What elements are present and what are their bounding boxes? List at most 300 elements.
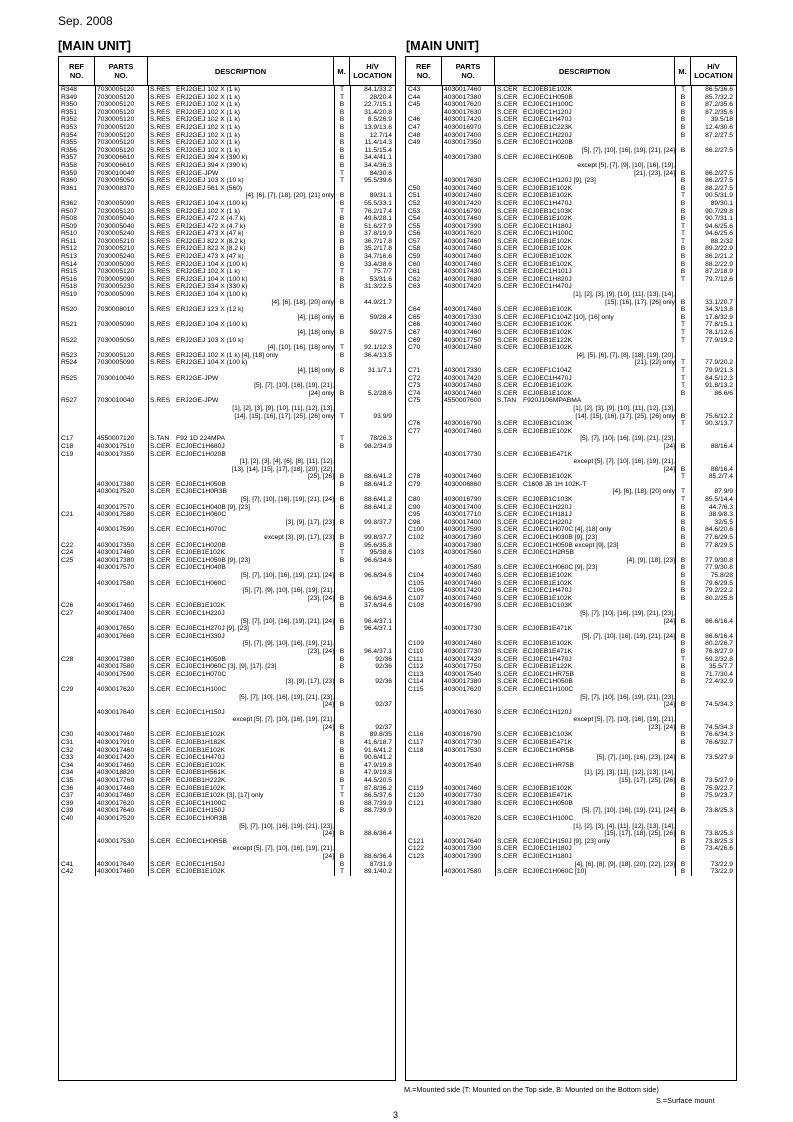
- cell-hv: 49.6/28.1: [364, 215, 392, 223]
- cell-type: S.CER: [150, 807, 171, 815]
- table-row: [59, 253, 395, 261]
- cell-desc: ECJ0EB1E102K: [176, 746, 226, 754]
- cell-desc: ERJ2GEJ 394 X (390 k): [176, 154, 248, 162]
- cell-desc: [4], [6], [18], [20] only: [612, 488, 675, 496]
- cell-parts: 4030017580: [97, 579, 135, 587]
- table-row: [59, 800, 395, 808]
- cell-desc: ECJ0EC1H220J: [523, 503, 572, 511]
- cell-parts: 4030017580: [444, 564, 482, 572]
- cell-hv: 11.5/15.4: [364, 146, 392, 154]
- cell-desc: ECJ0EC1H040B [9], [23]: [176, 503, 250, 511]
- cell-m: B: [339, 283, 345, 291]
- cell-type: S.CER: [497, 511, 518, 519]
- cell-hv: 39.5/18: [710, 116, 733, 124]
- cell-hv: 77.8/29.5: [705, 541, 733, 549]
- cell-type: S.CER: [497, 480, 518, 488]
- cell-type: S.CER: [497, 108, 518, 116]
- cell-hv: 11.4/14.3: [364, 139, 392, 147]
- cell-parts: 4030017540: [444, 670, 482, 678]
- table-row: [406, 268, 736, 276]
- cell-desc: ECJ0EB1E471K: [523, 625, 573, 633]
- cell-ref: C95: [408, 511, 421, 519]
- cell-desc: ECJ0EB1H182K: [176, 739, 226, 747]
- cell-desc: [24]: [663, 617, 675, 625]
- cell-m: [334, 580, 350, 588]
- table-row: [406, 101, 736, 109]
- cell-hv: 90.6/41.2: [364, 754, 392, 762]
- cell-parts: 4030017380: [97, 556, 135, 564]
- table-row: [406, 344, 736, 352]
- cell-ref: R508: [61, 215, 77, 223]
- cell-desc: [148, 428, 334, 436]
- cell-m: B: [339, 351, 345, 359]
- cell-m: B: [339, 366, 345, 374]
- cell-desc: [5], [7], [10], [16], [19], [21], [24]: [241, 496, 334, 504]
- cell-type: S.CER: [150, 632, 171, 640]
- table-row: [406, 208, 736, 216]
- cell-ref: C100: [408, 526, 424, 534]
- cell-m: T: [339, 93, 345, 101]
- cell-hv: 86.2/27.5: [705, 177, 733, 185]
- cell-m: T: [680, 496, 686, 504]
- table-row: [59, 147, 395, 155]
- cell-desc: ECJ0EB1E102K: [523, 245, 573, 253]
- cell-type: S.CER: [150, 769, 171, 777]
- cell-hv: [350, 382, 395, 390]
- cell-ref: C34: [61, 761, 74, 769]
- cell-parts: 4030017420: [444, 116, 482, 124]
- table-row: [406, 739, 736, 747]
- cell-type: S.CER: [497, 253, 518, 261]
- cell-ref: R521: [61, 321, 77, 329]
- cell-type: S.RES: [150, 161, 171, 169]
- cell-hv: 77.9/30.8: [705, 564, 733, 572]
- cell-m: [334, 838, 350, 846]
- table-row: [406, 633, 736, 641]
- cell-type: S.RES: [150, 199, 171, 207]
- cell-m: B: [680, 131, 686, 139]
- cell-m: B: [339, 830, 345, 838]
- cell-desc: except [5], [7], [10], [16], [19], [21],: [573, 458, 675, 466]
- table-row: [406, 451, 736, 459]
- cell-hv: 85.5/14.4: [705, 496, 733, 504]
- cell-parts: 7030005050: [97, 336, 135, 344]
- table-row: [59, 769, 395, 777]
- table-row: [406, 291, 736, 299]
- cell-parts: 4030017420: [444, 587, 482, 595]
- cell-parts: 4550007120: [97, 435, 135, 443]
- cell-desc: ECJ0EC1H050B: [523, 93, 573, 101]
- cell-desc: [148, 420, 334, 428]
- cell-desc: ECJ0EB1E102K: [523, 389, 573, 397]
- cell-hv: 59/27.5: [369, 329, 392, 336]
- cell-m: [334, 337, 350, 345]
- cell-desc: ERJ2GEJ 473 X (47 k): [176, 253, 244, 261]
- cell-type: S.CER: [497, 366, 518, 374]
- cell-m: T: [680, 321, 686, 329]
- cell-desc: ECJ0EC1H040B: [176, 564, 226, 572]
- cell-hv: 71.7/30.4: [705, 670, 733, 678]
- cell-desc: ECJ0EC1H150J [9], [23] only: [523, 837, 610, 845]
- cell-desc: [24]: [663, 701, 675, 709]
- cell-m: T: [680, 275, 686, 283]
- cell-m: B: [339, 761, 345, 769]
- cell-hv: 99.8/37.7: [364, 518, 392, 526]
- cell-hv: [691, 625, 736, 633]
- table-row: [406, 337, 736, 345]
- cell-hv: [350, 526, 395, 534]
- page-number: 3: [393, 1110, 399, 1120]
- cell-hv: [691, 162, 736, 170]
- cell-desc: except [5], [7], [9], [10], [16], [19],: [577, 161, 675, 169]
- table-row: [406, 223, 736, 231]
- cell-desc: [24]: [322, 852, 334, 860]
- cell-m: B: [680, 313, 686, 321]
- cell-desc: ERJ2GEJ 104 X (100 k): [176, 199, 248, 207]
- header-hv-location: H/V LOCATION: [694, 62, 733, 80]
- table-row: [59, 686, 395, 694]
- cell-m: [334, 382, 350, 390]
- table-row: [406, 656, 736, 664]
- table-row: [59, 587, 395, 595]
- cell-m: [334, 815, 350, 823]
- table-row: [59, 618, 395, 626]
- cell-m: T: [680, 237, 686, 245]
- cell-parts: 4030017660: [97, 632, 135, 640]
- cell-hv: [691, 800, 736, 808]
- cell-type: S.RES: [150, 374, 171, 382]
- cell-hv: [350, 580, 395, 588]
- cell-desc: ERJ2GEJ 104 X (100 k): [176, 275, 248, 283]
- cell-hv: 84/30.6: [369, 169, 392, 177]
- table-row: [59, 124, 395, 132]
- cell-parts: 4030017730: [444, 792, 482, 800]
- cell-desc: ERJ2GEJ 102 X (1 k): [176, 116, 240, 124]
- table-row: [59, 185, 395, 193]
- cell-desc: [1], [2], [3], [9], [10], [11], [12], [13],: [232, 404, 334, 412]
- cell-hv: [350, 838, 395, 846]
- cell-type: S.CER: [497, 731, 518, 739]
- cell-desc: ERJ2GEJ 103 X (10 k): [176, 177, 244, 185]
- cell-m: [334, 359, 350, 367]
- cell-m: [675, 625, 691, 633]
- cell-desc: [13], [14], [15], [17], [18], [20], [22],: [231, 465, 334, 473]
- cell-parts: 4030017590: [97, 670, 135, 678]
- cell-parts: 4030017520: [97, 488, 135, 496]
- cell-m: [675, 610, 691, 618]
- cell-m: [334, 671, 350, 679]
- cell-type: S.CER: [497, 184, 518, 192]
- cell-ref: C31: [61, 739, 74, 747]
- cell-ref: R356: [61, 146, 77, 154]
- cell-type: S.RES: [150, 123, 171, 131]
- cell-m: [675, 762, 691, 770]
- cell-type: S.CER: [150, 754, 171, 762]
- cell-desc: ECJ0EC1H050B: [523, 154, 573, 162]
- cell-desc: ERJ2GEJ 472 X (4.7 k): [176, 215, 246, 223]
- cell-type: S.RES: [150, 351, 171, 359]
- cell-desc: [15], [16], [17], [26] only: [605, 298, 675, 306]
- cell-m: [334, 511, 350, 519]
- cell-desc: ECJ0EC1H120J: [523, 108, 572, 116]
- cell-m: T: [339, 435, 345, 443]
- table-row: [59, 640, 395, 648]
- table-row: [406, 299, 736, 307]
- cell-hv: 78.1/12.6: [705, 329, 733, 336]
- table-row: [59, 701, 395, 709]
- cell-parts: 4030017910: [97, 739, 135, 747]
- cell-parts: 4030017620: [444, 230, 482, 238]
- table-row: [59, 306, 395, 314]
- cell-hv: [350, 185, 395, 193]
- table-row: [59, 139, 395, 147]
- cell-type: S.CER: [497, 139, 518, 147]
- cell-type: S.CER: [497, 746, 518, 754]
- cell-type: S.RES: [150, 116, 171, 124]
- table-row: [59, 154, 395, 162]
- cell-desc: [5], [7], [10], [16], [19], [21], [24]: [241, 617, 334, 625]
- cell-hv: [691, 853, 736, 861]
- cell-desc: [14], [15], [16], [17], [25], [26] only: [234, 412, 334, 420]
- cell-type: S.RES: [150, 108, 171, 116]
- cell-ref: R350: [61, 101, 77, 109]
- cell-parts: 4030017460: [444, 344, 482, 352]
- cell-type: S.CER: [497, 845, 518, 853]
- cell-desc: ECJ0EC1H0R5B: [176, 837, 227, 845]
- cell-desc: [23], [24]: [648, 723, 675, 731]
- cell-parts: 7030005120: [97, 93, 135, 101]
- cell-hv: 85.7/32.2: [705, 93, 733, 101]
- cell-desc: ECJ0EC1HR75B: [523, 670, 574, 678]
- cell-type: S.CER: [497, 382, 518, 390]
- cell-desc: [5], [7], [10], [16], [19], [21], [23],: [580, 435, 675, 443]
- cell-parts: 7030005120: [97, 131, 135, 139]
- table-row: [59, 709, 395, 717]
- table-row: [406, 443, 736, 451]
- cell-m: B: [680, 579, 686, 587]
- table-row: [59, 557, 395, 565]
- table-row: [406, 777, 736, 785]
- cell-ref: R351: [61, 108, 77, 116]
- cell-m: B: [339, 329, 345, 336]
- cell-hv: 88.6/41.2: [364, 473, 392, 481]
- cell-hv: 55.5/33.1: [364, 199, 392, 207]
- table-row: [406, 321, 736, 329]
- cell-m: B: [339, 253, 345, 261]
- cell-hv: [691, 428, 736, 436]
- cell-ref: C75: [408, 397, 421, 405]
- cell-desc: ERJ2GEJ 394 X (390 k): [176, 161, 248, 169]
- cell-hv: 88.6/41.2: [364, 503, 392, 511]
- cell-m: B: [680, 101, 686, 109]
- cell-hv: [350, 291, 395, 299]
- cell-m: T: [680, 488, 686, 496]
- cell-hv: 86.6/6: [714, 389, 733, 397]
- cell-hv: 87.2/27.5: [705, 131, 733, 139]
- cell-hv: 37.6/34.6: [364, 602, 392, 610]
- table-row: [406, 116, 736, 124]
- cell-ref: [59, 488, 95, 496]
- cell-hv: 98.2/34.9: [364, 442, 392, 450]
- cell-type: S.CER: [150, 792, 171, 800]
- cell-type: S.CER: [497, 420, 518, 428]
- cell-m: B: [680, 123, 686, 131]
- cell-desc: [5], [7], [10], [16], [19], [21], [24]: [582, 146, 675, 154]
- cell-type: S.CER: [497, 275, 518, 283]
- cell-hv: 47.9/19.8: [364, 761, 392, 769]
- cell-parts: 4030017510: [97, 442, 135, 450]
- cell-type: S.CER: [150, 815, 171, 822]
- cell-hv: [691, 716, 736, 724]
- cell-ref: R519: [61, 291, 77, 299]
- table-row: [59, 625, 395, 633]
- cell-parts: 4030017530: [97, 837, 135, 845]
- cell-desc: ERJ2GEJ 102 X (1 k): [176, 131, 240, 139]
- table-row: [59, 223, 395, 231]
- table-row: [59, 94, 395, 102]
- cell-hv: 86.2/27.5: [705, 169, 733, 177]
- cell-hv: 36.7/17.8: [364, 237, 392, 245]
- cell-desc: ECJ0EC1H050B: [176, 655, 226, 663]
- cell-m: B: [339, 739, 345, 747]
- cell-desc: [1], [2], [3], [9], [10], [11], [13], [14],: [573, 291, 675, 299]
- cell-parts: 4030017620: [97, 799, 135, 807]
- cell-hv: 75.9/23.7: [705, 792, 733, 800]
- cell-hv: 8.5/26.9: [367, 116, 392, 124]
- cell-hv: 92/36: [375, 678, 392, 686]
- table-row: [406, 519, 736, 527]
- cell-parts: 7030005120: [97, 116, 135, 124]
- cell-desc: ECJ0EB1E102K: [523, 594, 573, 602]
- cell-m: T: [339, 268, 345, 276]
- cell-parts: 4030017620: [444, 685, 482, 693]
- cell-hv: 34.4/36.3: [364, 161, 392, 169]
- cell-m: B: [680, 564, 686, 572]
- cell-desc: ECJ0EF1C104Z: [523, 366, 572, 374]
- cell-m: B: [680, 701, 686, 709]
- table-row: [406, 329, 736, 337]
- cell-hv: 96.4/37.1: [364, 647, 392, 655]
- table-row: [59, 352, 395, 360]
- cell-desc: [24]: [322, 701, 334, 709]
- cell-ref: R362: [61, 199, 77, 207]
- cell-parts: 4030017710: [444, 511, 482, 519]
- cell-hv: 73.4/26.6: [705, 845, 733, 853]
- cell-type: S.CER: [497, 594, 518, 602]
- cell-parts: 4030017460: [444, 306, 482, 314]
- cell-hv: 22.7/15.1: [364, 101, 392, 109]
- table-row: [406, 572, 736, 580]
- cell-m: [675, 602, 691, 610]
- cell-desc: ERJ2GEJ 104 X (100 k): [176, 359, 248, 367]
- table-header: [59, 57, 395, 86]
- table-row: [59, 268, 395, 276]
- cell-type: S.RES: [150, 253, 171, 261]
- cell-m: B: [680, 777, 686, 785]
- table-row: [59, 777, 395, 785]
- cell-ref: C24: [61, 549, 74, 557]
- table-row: [406, 785, 736, 793]
- cell-m: B: [339, 222, 345, 230]
- cell-ref: C35: [61, 777, 74, 785]
- cell-ref: C39: [61, 799, 74, 807]
- table-row: [59, 390, 395, 398]
- cell-hv: [691, 694, 736, 702]
- cell-parts: 7030006610: [97, 154, 135, 162]
- table-row: [406, 534, 736, 542]
- cell-hv: 88/16.4: [710, 465, 733, 473]
- cell-type: S.CER: [150, 609, 171, 617]
- cell-parts: 7030005120: [97, 268, 135, 276]
- cell-m: B: [339, 678, 345, 686]
- cell-parts: 4030017400: [444, 518, 482, 526]
- cell-hv: [350, 709, 395, 717]
- cell-m: B: [339, 146, 345, 154]
- cell-type: S.CER: [497, 852, 518, 860]
- table-row: [406, 564, 736, 572]
- cell-desc: ECJ0EC1H680J: [176, 442, 225, 450]
- table-row: [406, 663, 736, 671]
- cell-type: S.TAN: [497, 397, 517, 405]
- cell-desc: ECJ0EC1H050B except [9], [23]: [523, 541, 619, 549]
- cell-desc: [4], [5], [6], [7], [8], [18], [19], [20],: [576, 351, 675, 359]
- cell-m: [675, 405, 691, 413]
- table-row: [406, 701, 736, 709]
- cell-parts: 7030005240: [97, 253, 135, 261]
- cell-ref: C71: [408, 366, 421, 374]
- cell-desc: ECJ0EC1H220J: [523, 518, 572, 526]
- table-row: [59, 329, 395, 337]
- cell-type: S.CER: [497, 503, 518, 511]
- cell-parts: 4030017460: [444, 579, 482, 587]
- table-row: [406, 504, 736, 512]
- cell-hv: 88.2/22.9: [705, 260, 733, 268]
- cell-type: S.CER: [150, 837, 171, 845]
- cell-m: B: [680, 556, 686, 564]
- cell-desc: [3], [9], [17], [23]: [285, 518, 334, 526]
- cell-type: S.CER: [497, 518, 518, 526]
- cell-hv: 89.2/22.9: [705, 245, 733, 253]
- cell-parts: 4030017640: [97, 708, 135, 716]
- cell-ref: C50: [408, 184, 421, 192]
- cell-hv: [350, 405, 395, 413]
- table-row: [406, 420, 736, 428]
- cell-type: S.CER: [497, 344, 518, 352]
- cell-desc: ECJ0EC1H270J [9], [23]: [176, 625, 249, 633]
- cell-desc: ECJ0EB1E102K: [523, 329, 573, 336]
- cell-ref: C44: [408, 93, 421, 101]
- table-row: [59, 321, 395, 329]
- cell-parts: 4030017590: [444, 526, 482, 534]
- cell-m: T: [339, 412, 345, 420]
- table-row: [406, 375, 736, 383]
- cell-m: [334, 291, 350, 299]
- table-row: [59, 564, 395, 572]
- table-row: [59, 656, 395, 664]
- cell-type: S.RES: [150, 222, 171, 230]
- cell-parts: 4030017380: [444, 678, 482, 686]
- cell-desc: ECJ0EB1E102K [3], [17] only: [176, 792, 264, 800]
- cell-ref: [406, 868, 442, 876]
- cell-parts: 7030005090: [97, 199, 135, 207]
- table-row: [59, 481, 395, 489]
- table-row: [59, 504, 395, 512]
- table-row: [406, 868, 736, 876]
- cell-desc: ECJ0EB1E102K: [523, 473, 573, 481]
- cell-m: B: [339, 754, 345, 762]
- cell-parts: 4030017390: [444, 852, 482, 860]
- cell-hv: 35.2/17.8: [364, 245, 392, 253]
